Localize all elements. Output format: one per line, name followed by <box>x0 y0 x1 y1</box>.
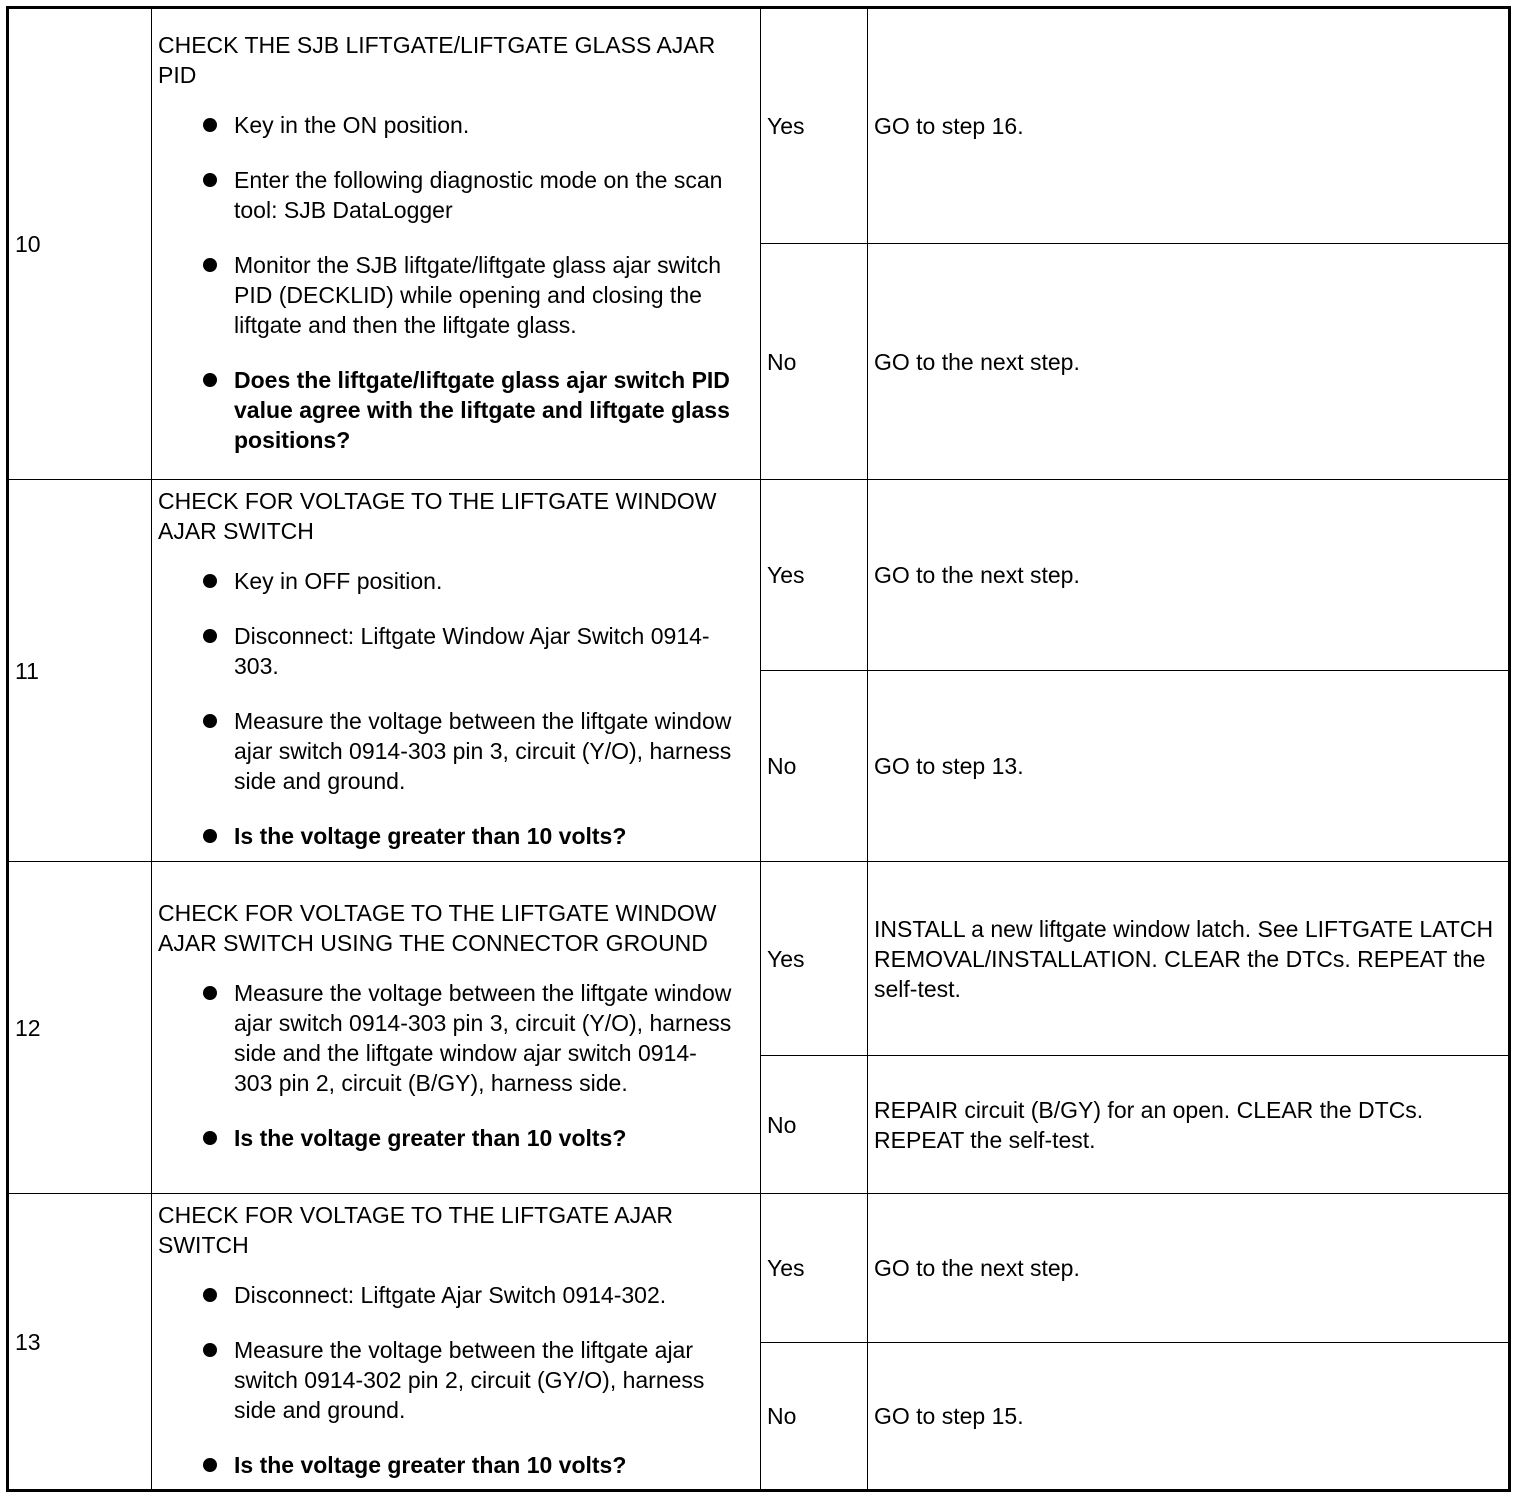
instruction-text: Key in the ON position. <box>234 111 470 138</box>
instruction-item <box>158 1335 754 1425</box>
bullet-icon <box>203 118 217 132</box>
instruction-text: Enter the following diagnostic mode on the scan tool: SJB DataLogger <box>234 166 723 223</box>
action-no: REPAIR circuit (B/GY) for an open. CLEAR the DTCs. REPEAT the self-test. <box>868 1056 1510 1194</box>
action-no: GO to step 13. <box>868 671 1510 862</box>
question-text: Is the voltage greater than 10 volts? <box>234 1125 627 1151</box>
step-13-row <box>8 1194 1510 1343</box>
question-item <box>158 1450 754 1480</box>
bullet-icon <box>203 574 217 588</box>
bullet-icon <box>203 829 217 843</box>
instruction-text: Monitor the SJB liftgate/liftgate glass ajar switch PID (DECKLID) while opening and closing the liftgate and then the liftgate glass. <box>234 251 722 338</box>
instruction-list <box>158 1280 754 1480</box>
instruction-list <box>158 110 754 455</box>
step-heading: CHECK THE SJB LIFTGATE/LIFTGATE GLASS AJAR PID <box>158 31 716 88</box>
step-number: 12 <box>8 862 152 1194</box>
step-12-row <box>8 862 1510 1056</box>
answer-no: No <box>761 1343 868 1491</box>
question-item <box>158 365 754 455</box>
action-yes: GO to step 16. <box>868 8 1510 244</box>
instruction-text: Key in OFF position. <box>234 568 443 594</box>
step-heading: CHECK FOR VOLTAGE TO THE LIFTGATE WINDOW AJAR SWITCH USING THE CONNECTOR GROUND <box>158 900 717 956</box>
test-step-cell <box>152 1194 761 1491</box>
answer-no: No <box>761 671 868 862</box>
step-heading: CHECK FOR VOLTAGE TO THE LIFTGATE AJAR SWITCH <box>158 1201 674 1258</box>
bullet-icon <box>203 1343 217 1357</box>
instruction-text: Measure the voltage between the liftgate window ajar switch 0914-303 pin 3, circuit (Y/O), harness side and ground. <box>234 708 732 794</box>
step-number: 10 <box>8 8 152 480</box>
bullet-icon <box>203 1131 217 1145</box>
instruction-item <box>158 978 754 1098</box>
instruction-item <box>158 566 754 596</box>
instruction-text: Measure the voltage between the liftgate ajar switch 0914-302 pin 2, circuit (GY/O), harness side and ground. <box>234 1336 705 1423</box>
instruction-item <box>158 110 754 140</box>
test-step-cell <box>152 8 761 480</box>
answer-no: No <box>761 1056 868 1194</box>
instruction-list <box>158 978 754 1153</box>
bullet-icon <box>203 373 217 387</box>
action-yes: GO to the next step. <box>868 480 1510 671</box>
instruction-item <box>158 706 754 796</box>
question-item <box>158 821 754 851</box>
instruction-text: Disconnect: Liftgate Window Ajar Switch 0914-303. <box>234 623 710 679</box>
instruction-text: Measure the voltage between the liftgate window ajar switch 0914-303 pin 3, circuit (Y/O), harness side and the liftgate window ajar switch 0914-303 pin 2, circuit (B/GY), harness side. <box>234 980 732 1096</box>
instruction-item <box>158 1280 754 1310</box>
step-heading: CHECK FOR VOLTAGE TO THE LIFTGATE WINDOW AJAR SWITCH <box>158 488 717 544</box>
step-number: 11 <box>8 480 152 862</box>
question-text: Does the liftgate/liftgate glass ajar switch PID value agree with the liftgate and liftgate glass positions? <box>234 366 730 453</box>
action-no: GO to the next step. <box>868 244 1510 480</box>
instruction-text: Disconnect: Liftgate Ajar Switch 0914-302. <box>234 1281 667 1308</box>
test-step-cell <box>152 480 761 862</box>
answer-yes: Yes <box>761 480 868 671</box>
answer-yes: Yes <box>761 8 868 244</box>
answer-yes: Yes <box>761 862 868 1056</box>
diagnostic-table <box>6 6 1511 1492</box>
action-yes: INSTALL a new liftgate window latch. See LIFTGATE LATCH REMOVAL/INSTALLATION. CLEAR the DTCs. REPEAT the self-test. <box>868 862 1510 1056</box>
step-10-row <box>8 8 1510 244</box>
step-11-row <box>8 480 1510 671</box>
test-step-cell <box>152 862 761 1194</box>
bullet-icon <box>203 629 217 643</box>
bullet-icon <box>203 1288 217 1302</box>
step-number: 13 <box>8 1194 152 1491</box>
question-item <box>158 1123 754 1153</box>
bullet-icon <box>203 714 217 728</box>
bullet-icon <box>203 986 217 1000</box>
answer-no: No <box>761 244 868 480</box>
bullet-icon <box>203 1458 217 1472</box>
action-no: GO to step 15. <box>868 1343 1510 1491</box>
question-text: Is the voltage greater than 10 volts? <box>234 1451 627 1478</box>
instruction-item <box>158 165 754 225</box>
instruction-list <box>158 566 754 851</box>
question-text: Is the voltage greater than 10 volts? <box>234 823 627 849</box>
instruction-item <box>158 621 754 681</box>
instruction-item <box>158 250 754 340</box>
bullet-icon <box>203 173 217 187</box>
answer-yes: Yes <box>761 1194 868 1343</box>
action-yes: GO to the next step. <box>868 1194 1510 1343</box>
bullet-icon <box>203 258 217 272</box>
